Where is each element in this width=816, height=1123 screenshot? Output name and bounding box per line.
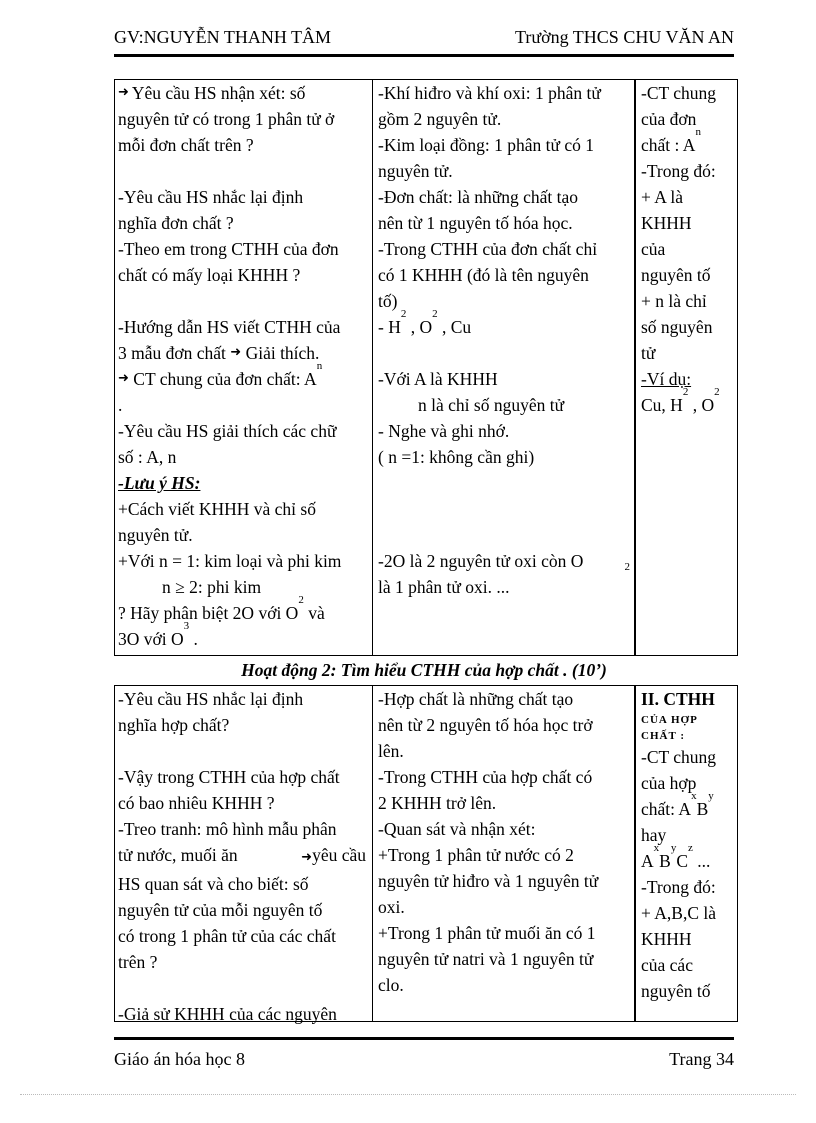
table-left-border: [114, 79, 115, 655]
document-title: Giáo án hóa học 8: [114, 1049, 245, 1069]
arrow-icon: ➜: [230, 345, 242, 360]
section2-content-column: II. CTHH CỦA HỢP CHẤT : -CT chung của hợp chất: A x B y hay A x B y C z ... -Trong đó: + A,B,C là KHHH của các nguyên tố: [641, 686, 732, 1004]
note-heading: -Lưu ý HS:: [118, 473, 201, 493]
footer-rule: [114, 1037, 734, 1040]
teacher-name: GV:NGUYỄN THANH TÂM: [114, 27, 331, 47]
page-bottom-dotted-line: [20, 1094, 796, 1095]
section1-content-column: -CT chung của đơn chất : A n -Trong đó: + A là KHHH của nguyên tố + n là chỉ số nguyên tử -Ví dụ: Cu, H 2 , O 2: [641, 83, 720, 415]
table2-right-border: [737, 685, 738, 1021]
activity-2-heading: Hoạt động 2: Tìm hiểu CTHH của hợp chất . (10’): [241, 660, 607, 680]
col2-divider-2: [634, 685, 636, 1021]
section2-teacher-column: -Yêu cầu HS nhắc lại định nghĩa hợp chất? -Vậy trong CTHH của hợp chất có bao nhiêu KHHH ? -Treo tranh: mô hình mẫu phân tử nước, muối ăn ➜yêu cầu HS quan sát và cho biết: số nguyên tử của mỗi nguyên tố có trong 1 phân tử của các chất trên ? -Giả sử KHHH của các nguyên: [118, 689, 366, 1024]
col-divider-1: [372, 79, 373, 655]
arrow-icon: ➜: [301, 850, 313, 865]
arrow-icon: ➜: [118, 85, 129, 100]
page-header: [114, 27, 734, 53]
arrow-icon: ➜: [118, 371, 129, 386]
section1-teacher-column: ➜ Yêu cầu HS nhận xét: số nguyên tử có trong 1 phân tử ở mỗi đơn chất trên ? -Yêu cầu HS nhắc lại định nghĩa đơn chất ? -Theo em trong CTHH của đơn chất có mấy loại KHHH ? -Hướng dẫn HS viết CTHH của 3 mẫu đơn chất ➜ Giải thích. ➜ CT chung của đơn chất: A n . -Yêu cầu HS giải thích các chữ số : A, n -Lưu ý HS: +Cách viết KHHH và chỉ số nguyên tử. +Với n = 1: kim loại và phi kim n ≥ 2: phi kim ? Hãy phân biệt 2O với O 2 và 3O với O 3 .: [118, 80, 366, 652]
table2-left-border: [114, 685, 115, 1021]
example-label: -Ví dụ:: [641, 369, 692, 389]
section2-student-column: -Hợp chất là những chất tạo nên từ 2 nguyên tố hóa học trở lên. -Trong CTHH của hợp chất có 2 KHHH trở lên. -Quan sát và nhận xét: +Trong 1 phân tử nước có 2 nguyên tử hiđro và 1 nguyên tử oxi. +Trong 1 phân tử muối ăn có 1 nguyên tử natri và 1 nguyên tử clo.: [378, 689, 599, 995]
col2-divider-1: [372, 685, 373, 1021]
section-title: II. CTHH: [641, 689, 715, 709]
section1-student-column: -Khí hiđro và khí oxi: 1 phân tử gồm 2 nguyên tử. -Kim loại đồng: 1 phân tử có 1 nguyên tử. -Đơn chất: là những chất tạo nên từ 1 nguyên tố hóa học. -Trong CTHH của đơn chất chỉ có 1 KHHH (đó là tên nguyên tố) - H 2 , O 2 , Cu -Với A là KHHH n là chỉ số nguyên tử - Nghe và ghi nhớ. ( n =1: không cần ghi) -2O là 2 nguyên tử oxi còn O $_2$ là 1 phân tử oxi. ...: [378, 83, 630, 597]
table-right-border: [737, 79, 738, 655]
col-divider-2: [634, 79, 636, 655]
header-rule: [114, 54, 734, 57]
page-number: Trang 34: [669, 1049, 734, 1069]
section1-bottom-border: [114, 655, 738, 656]
school-name: Trường THCS CHU VĂN AN: [515, 27, 734, 47]
